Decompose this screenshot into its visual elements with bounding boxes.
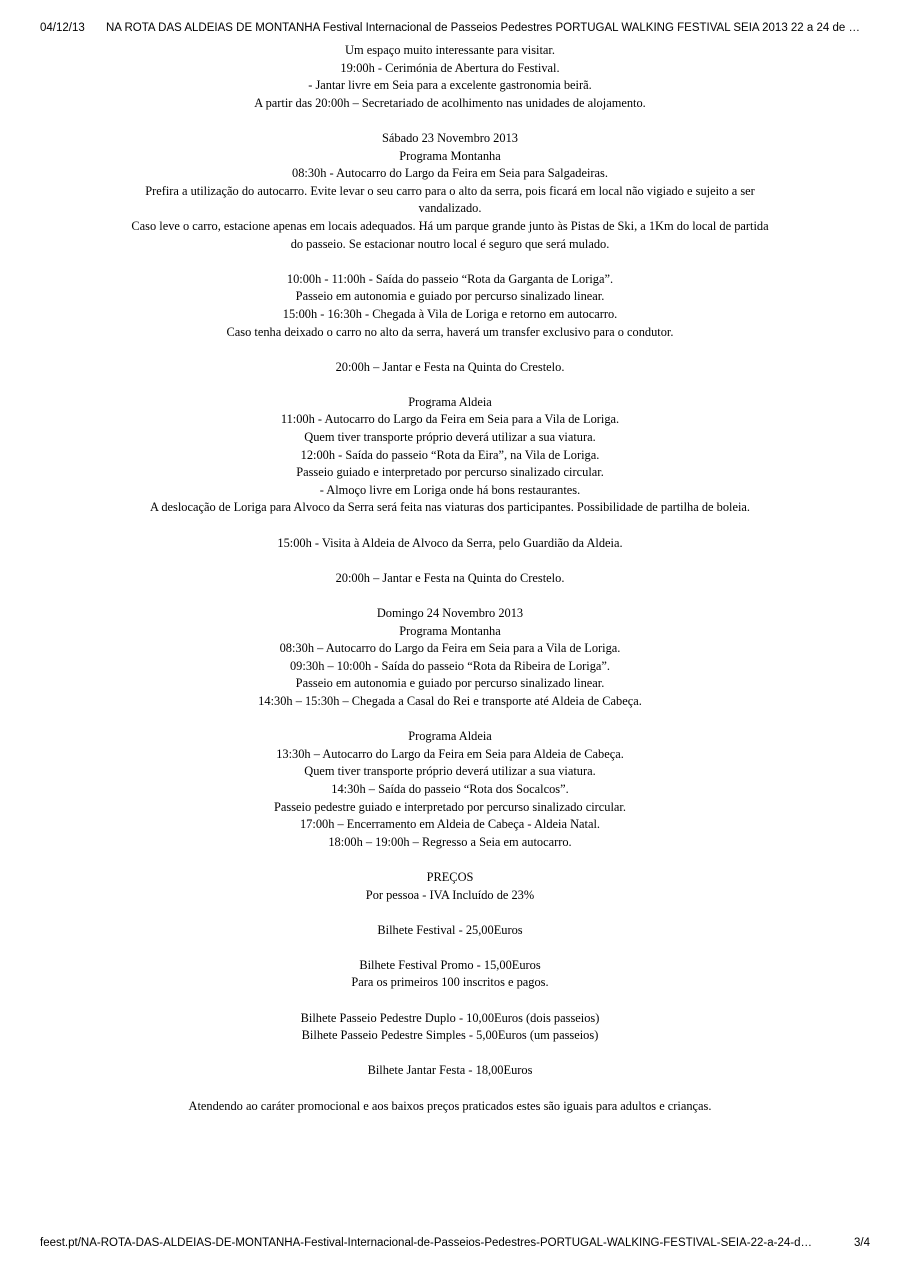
schedule-line: Passeio em autonomia e guiado por percurso sinalizado linear. xyxy=(295,289,605,304)
schedule-line: Prefira a utilização do autocarro. Evite levar o seu carro para o alto da serra, pois ficará em local não vigiado e sujeito a ser vandalizado. xyxy=(145,183,755,216)
schedule-line: 09:30h – 10:00h - Saída do passeio “Rota da Ribeira de Loriga”. xyxy=(289,658,610,673)
price-line: Bilhete Festival Promo - 15,00Euros xyxy=(359,957,541,972)
schedule-line: 08:30h – Autocarro do Largo da Feira em Seia para a Vila de Loriga. xyxy=(279,641,621,656)
schedule-line: A deslocação de Loriga para Alvoco da Serra será feita nas viaturas dos participantes. Possibilidade de partilha de boleia. xyxy=(149,500,751,515)
price-line: Bilhete Passeio Pedestre Simples - 5,00Euros (um passeios) xyxy=(301,1028,599,1043)
schedule-line: 14:30h – Saída do passeio “Rota dos Socalcos”. xyxy=(331,781,569,796)
schedule-line: 08:30h - Autocarro do Largo da Feira em Seia para Salgadeiras. xyxy=(292,166,608,181)
schedule-line: Quem tiver transporte próprio deverá utilizar a sua viatura. xyxy=(304,430,596,445)
page-header xyxy=(40,22,870,34)
print-date: 04/12/13 xyxy=(40,22,85,34)
prices-heading: PREÇOS xyxy=(426,869,474,884)
schedule-line: Passeio pedestre guiado e interpretado por percurso sinalizado circular. xyxy=(274,799,626,814)
schedule-line: 10:00h - 11:00h - Saída do passeio “Rota da Garganta de Loriga”. xyxy=(286,271,614,286)
schedule-line: Quem tiver transporte próprio deverá utilizar a sua viatura. xyxy=(304,764,596,779)
price-line: Bilhete Festival - 25,00Euros xyxy=(377,922,523,937)
schedule-line: 18:00h – 19:00h – Regresso a Seia em autocarro. xyxy=(328,834,572,849)
price-line: Bilhete Jantar Festa - 18,00Euros xyxy=(367,1063,533,1078)
price-line: Bilhete Passeio Pedestre Duplo - 10,00Euros (dois passeios) xyxy=(300,1010,600,1025)
page-footer xyxy=(40,1237,870,1249)
intro-line: A partir das 20:00h – Secretariado de acolhimento nas unidades de alojamento. xyxy=(254,95,646,110)
schedule-line: 20:00h – Jantar e Festa na Quinta do Crestelo. xyxy=(335,359,565,374)
schedule-line: 15:00h - Visita à Aldeia de Alvoco da Serra, pelo Guardião da Aldeia. xyxy=(277,535,623,550)
saturday-heading: Sábado 23 Novembro 2013 xyxy=(382,130,518,145)
price-line: Para os primeiros 100 inscritos e pagos. xyxy=(351,975,549,990)
schedule-line: 17:00h – Encerramento em Aldeia de Cabeça - Aldeia Natal. xyxy=(299,817,600,832)
sunday-montanha-title: Programa Montanha xyxy=(399,623,501,638)
schedule-line: 14:30h – 15:30h – Chegada a Casal do Rei e transporte até Aldeia de Cabeça. xyxy=(258,693,642,708)
page-url: feest.pt/NA-ROTA-DAS-ALDEIAS-DE-MONTANHA-Festival-Internacional-de-Passeios-Pedestres-PORTUGAL-WALKING-FESTIVAL-SEIA-22-a-24-d… xyxy=(40,1237,812,1249)
schedule-line: Caso leve o carro, estacione apenas em locais adequados. Há um parque grande junto às Pistas de Ski, a 1Km do local de partida do passeio. Se estacionar noutro local é seguro que será mulado. xyxy=(131,218,769,251)
sunday-aldeia-title: Programa Aldeia xyxy=(408,729,492,744)
price-note: Atendendo ao caráter promocional e aos baixos preços praticados estes são iguais para adultos e crianças. xyxy=(188,1098,712,1113)
intro-line: 19:00h - Cerimónia de Abertura do Festival. xyxy=(340,60,560,75)
schedule-line: 20:00h – Jantar e Festa na Quinta do Crestelo. xyxy=(335,570,565,585)
intro-line: Um espaço muito interessante para visitar. xyxy=(345,43,555,57)
schedule-line: 11:00h - Autocarro do Largo da Feira em Seia para a Vila de Loriga. xyxy=(280,412,620,427)
saturday-montanha-title: Programa Montanha xyxy=(399,148,501,163)
schedule-line: 12:00h - Saída do passeio “Rota da Eira”, na Vila de Loriga. xyxy=(300,447,600,462)
schedule-line: Caso tenha deixado o carro no alto da serra, haverá um transfer exclusivo para o condutor. xyxy=(226,324,674,339)
schedule-line: Passeio guiado e interpretado por percurso sinalizado circular. xyxy=(296,465,604,480)
schedule-line: Passeio em autonomia e guiado por percurso sinalizado linear. xyxy=(295,676,605,691)
saturday-aldeia-title: Programa Aldeia xyxy=(408,394,492,409)
sunday-heading: Domingo 24 Novembro 2013 xyxy=(376,606,524,620)
document-body xyxy=(130,42,770,1115)
page-title: NA ROTA DAS ALDEIAS DE MONTANHA Festival Internacional de Passeios Pedestres PORTUGAL WALKING FESTIVAL SEIA 2013 22 a 24 de … xyxy=(105,22,860,34)
schedule-line: 15:00h - 16:30h - Chegada à Vila de Loriga e retorno em autocarro. xyxy=(282,306,618,321)
intro-line: - Jantar livre em Seia para a excelente gastronomia beirã. xyxy=(308,78,592,93)
schedule-line: 13:30h – Autocarro do Largo da Feira em Seia para Aldeia de Cabeça. xyxy=(276,746,624,761)
price-line: Por pessoa - IVA Incluído de 23% xyxy=(365,887,535,902)
schedule-line: - Almoço livre em Loriga onde há bons restaurantes. xyxy=(319,482,581,497)
page-number: 3/4 xyxy=(854,1237,870,1249)
